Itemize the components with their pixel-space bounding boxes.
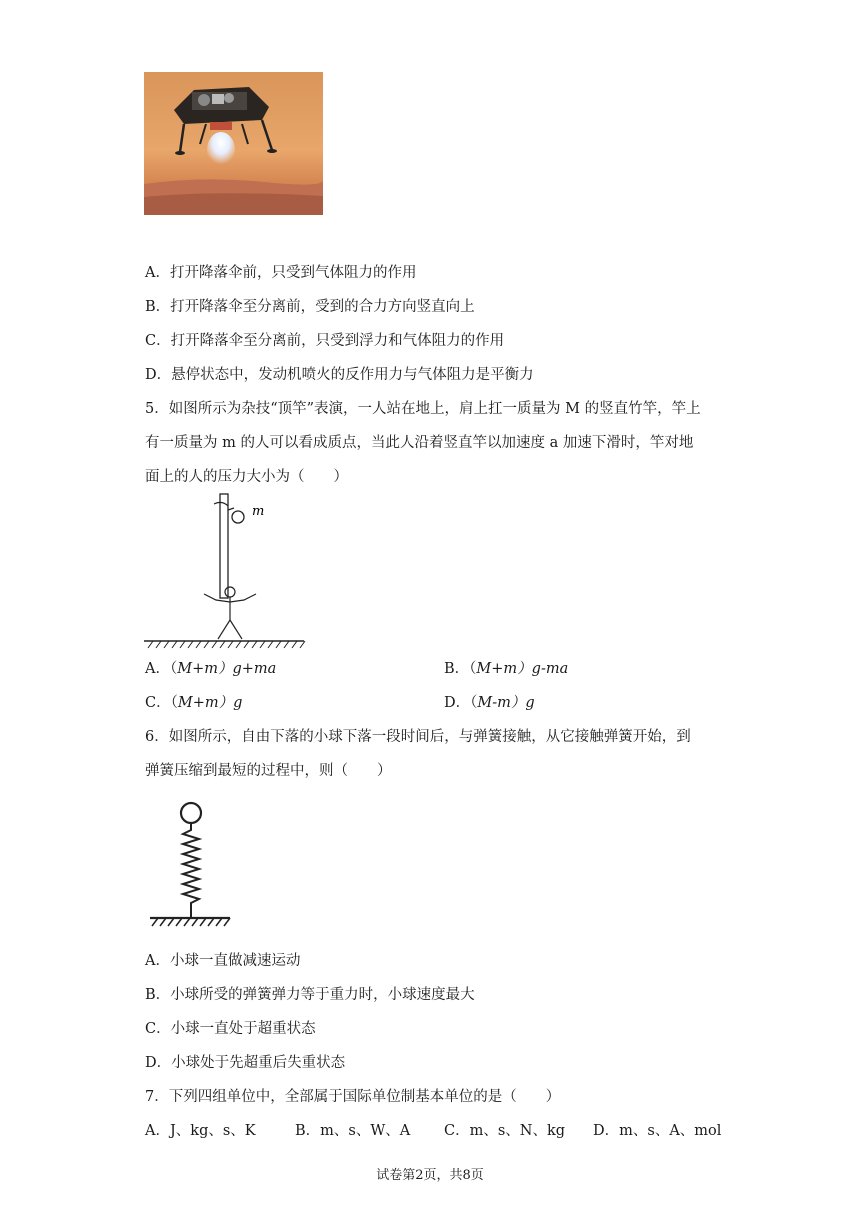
q7-option-b: B．m、s、W、A — [295, 1123, 411, 1139]
q5-option-a-suffix: ）g+ma — [217, 661, 277, 677]
lander-image-icon — [144, 72, 323, 215]
q4-option-d: D．悬停状态中，发动机喷火的反作用力与气体阻力是平衡力 — [145, 367, 534, 383]
q4-option-c: C．打开降落伞至分离前，只受到浮力和气体阻力的作用 — [145, 333, 505, 349]
q6-option-d: D．小球处于先超重后失重状态 — [145, 1055, 346, 1071]
q6-stem-line-1: 6．如图所示，自由下落的小球下落一段时间后，与弹簧接触，从它接触弹簧开始，到 — [145, 729, 691, 745]
q6-option-b: B．小球所受的弹簧弹力等于重力时，小球速度最大 — [145, 987, 475, 1003]
q5-option-b-prefix: B．（ — [444, 661, 477, 677]
q5-option-a — [145, 659, 276, 679]
q5-option-b-suffix: ）g-ma — [517, 661, 569, 677]
q7-option-c: C．m、s、N、kg — [444, 1123, 566, 1139]
q5-option-b-expr: M+m — [476, 661, 518, 677]
q5-option-d-prefix: D．（ — [444, 695, 478, 711]
q7-stem: 7．下列四组单位中，全部属于国际单位制基本单位的是（ ） — [145, 1089, 561, 1105]
q4-option-a: A．打开降落伞前，只受到气体阻力的作用 — [145, 265, 417, 281]
q5-option-c — [145, 693, 242, 713]
q7-option-d: D．m、s、A、mol — [593, 1123, 722, 1139]
q5-option-a-prefix: A．（ — [145, 661, 178, 677]
pole-act-diagram-icon — [144, 490, 309, 650]
q5-stem-line-3: 面上的人的压力大小为（ ） — [145, 469, 348, 485]
figure-label-m: m — [252, 504, 265, 519]
pole-act-figure — [144, 490, 309, 650]
q5-option-a-expr: M+m — [177, 661, 218, 677]
q5-option-c-expr: M+m — [177, 695, 219, 711]
page-footer: 试卷第2页，共8页 — [376, 1168, 484, 1183]
q6-option-a: A．小球一直做减速运动 — [145, 953, 301, 969]
q5-option-d — [444, 693, 535, 713]
ball-spring-diagram-icon — [146, 800, 236, 930]
q4-option-b: B．打开降落伞至分离前，受到的合力方向竖直向上 — [145, 299, 475, 315]
q5-option-c-prefix: C．（ — [145, 695, 178, 711]
q5-option-d-suffix: ）g — [510, 695, 535, 711]
q6-option-c: C．小球一直处于超重状态 — [145, 1021, 316, 1037]
q5-stem-line-2: 有一质量为 m 的人可以看成质点，当此人沿着竖直竿以加速度 a 加速下滑时，竿对地 — [145, 435, 694, 451]
q5-option-c-suffix: ）g — [218, 695, 243, 711]
q7-option-a: A．J、kg、s、K — [145, 1123, 256, 1139]
q7-options-row — [145, 1121, 721, 1141]
q5-option-b — [444, 659, 568, 679]
q6-stem-line-2: 弹簧压缩到最短的过程中，则（ ） — [145, 763, 392, 779]
mars-lander-photo — [144, 72, 323, 215]
q5-stem-line-1: 5．如图所示为杂技“顶竿”表演，一人站在地上，肩上扛一质量为 M 的竖直竹竿，竿上 — [145, 401, 701, 417]
ball-spring-figure — [146, 800, 236, 930]
q5-option-d-expr: M-m — [477, 695, 511, 711]
